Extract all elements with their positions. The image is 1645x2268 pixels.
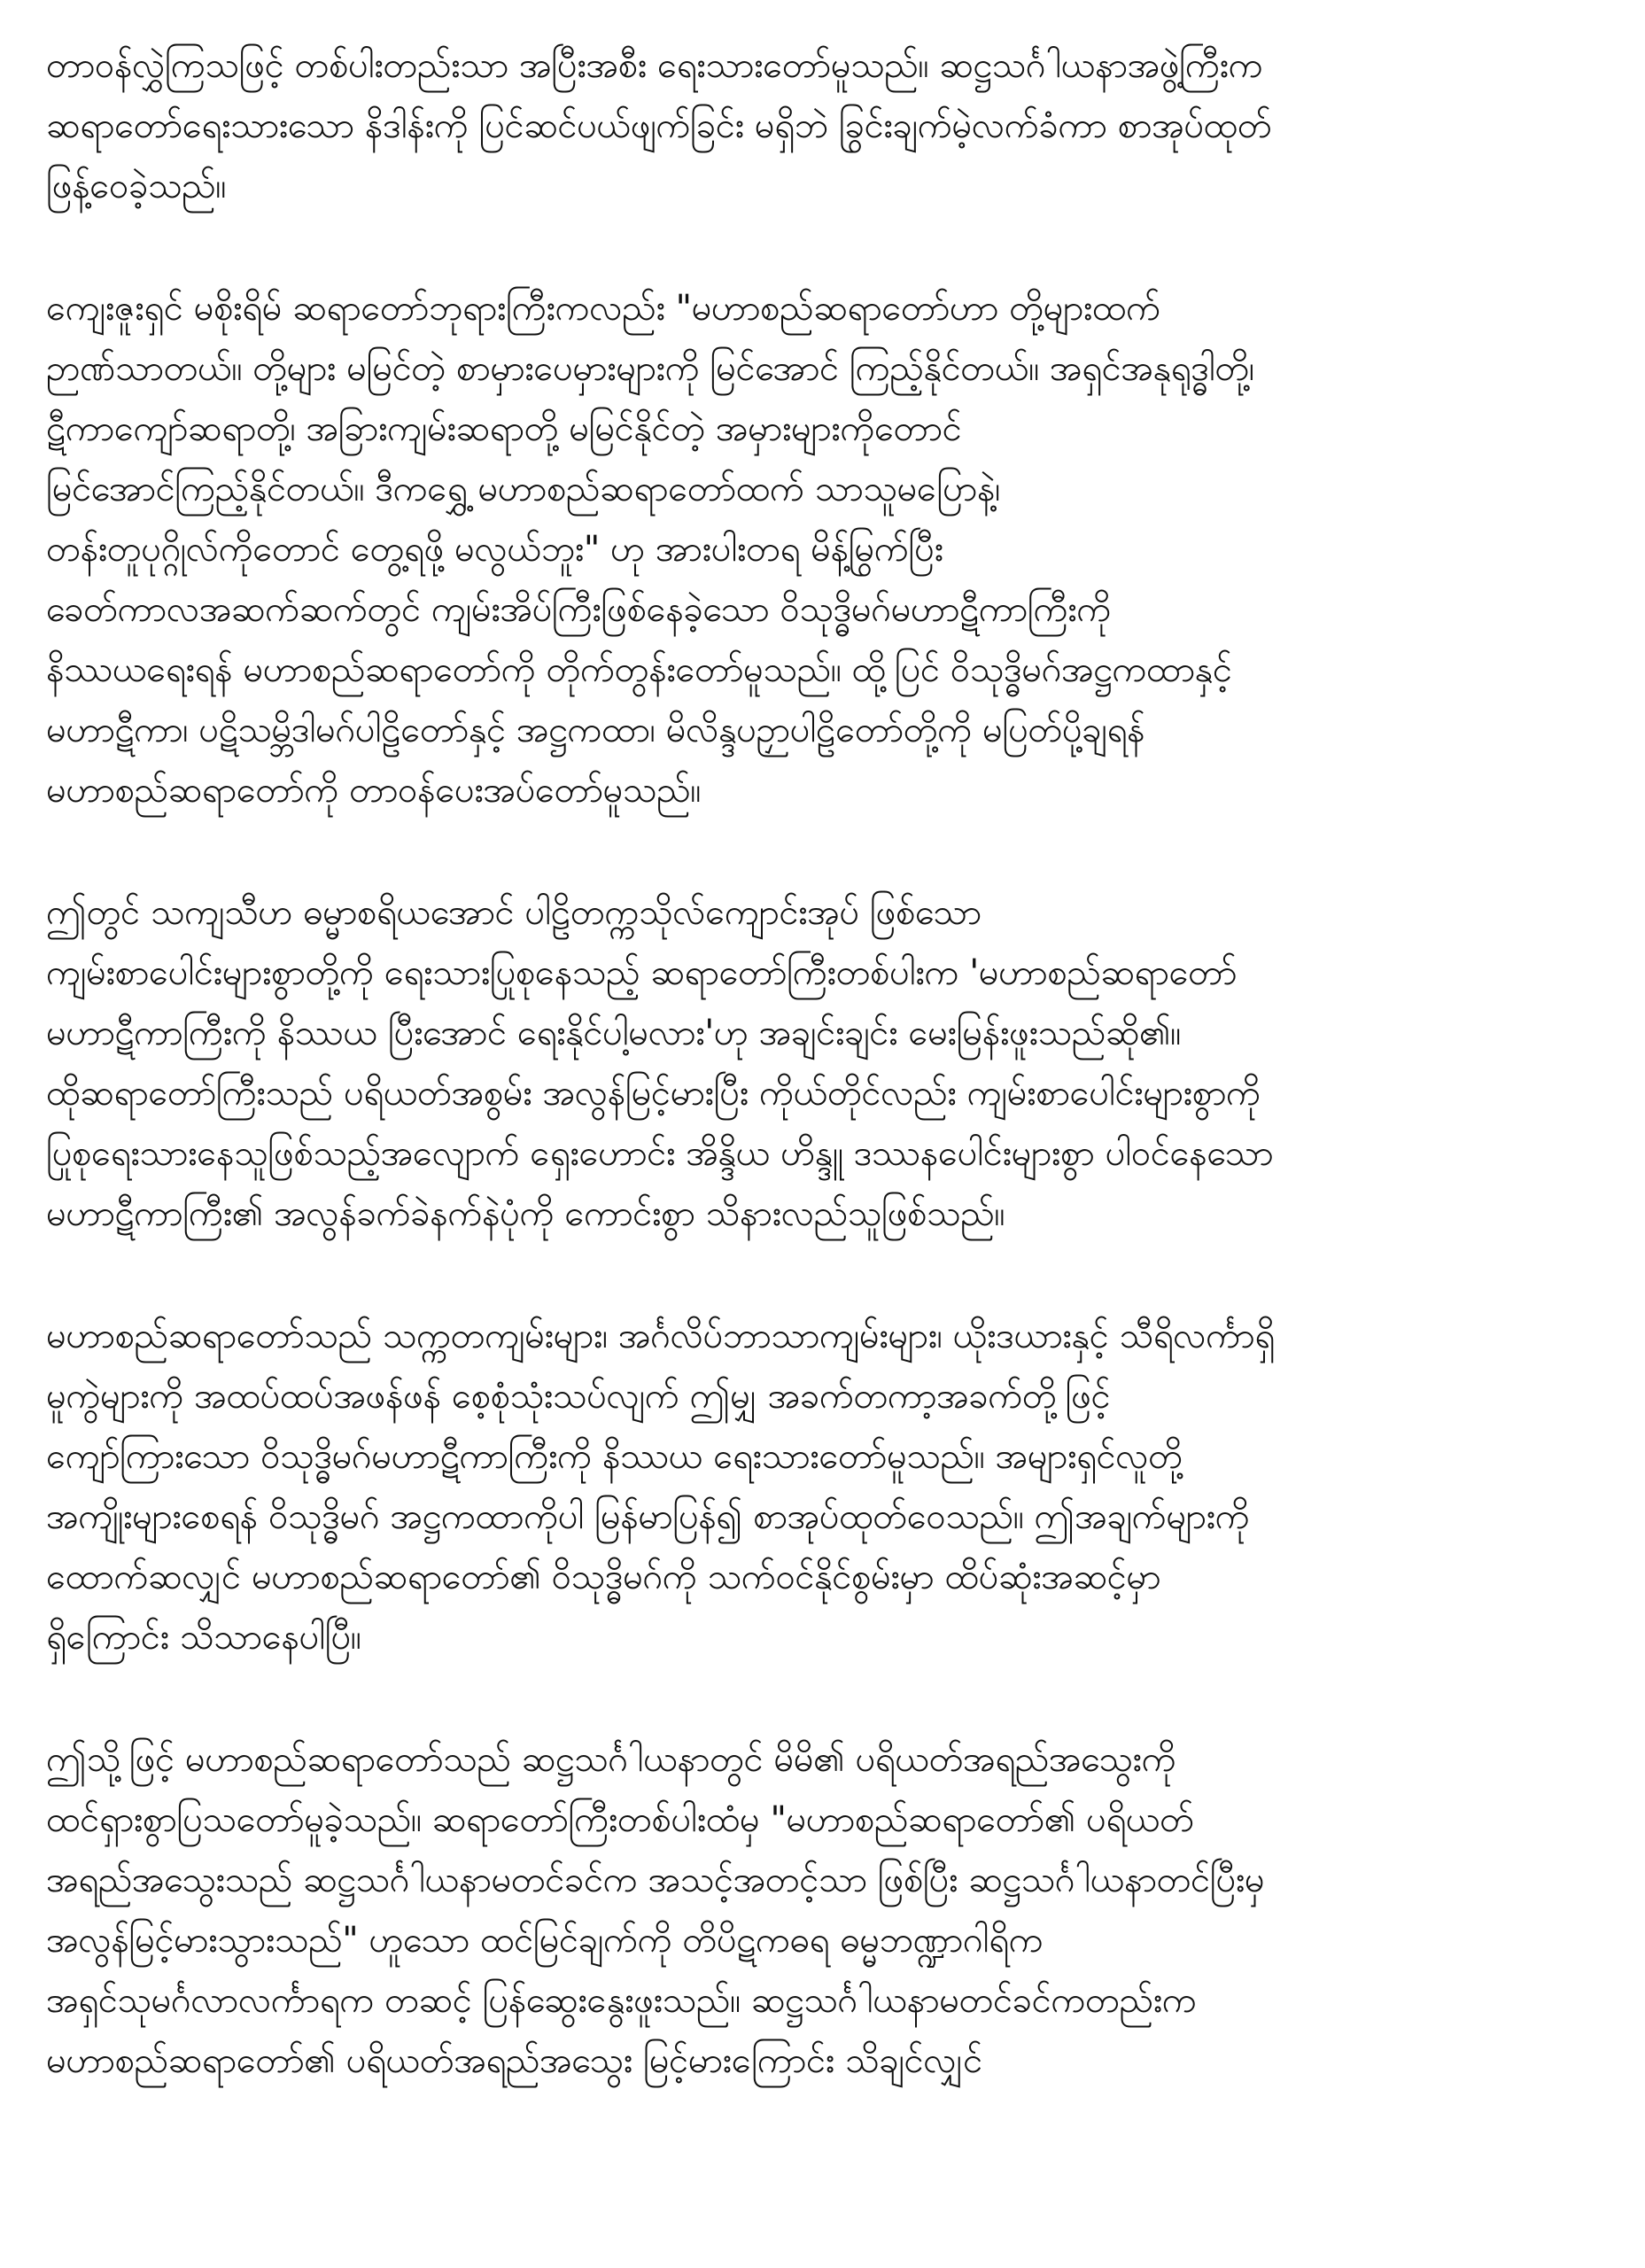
paragraph-4 <box>46 1306 1592 1667</box>
text-line: ပြုစုရေးသားနေသူဖြစ်သည့်အလျောက် ရှေးဟောင်း အိန္ဒိယ ဟိန္ဒူ ဒဿနပေါင်းများစွာ ပါဝင်နေသော <box>46 1133 1274 1174</box>
text-line: မြင်အောင်ကြည့်နိုင်တယ်။ ဒီကရွှေ့ မဟာစည်ဆရာတော်ထက် သာသူမပြောနဲ့၊ <box>46 469 1000 509</box>
paragraph-1 <box>46 35 1592 216</box>
text-line: ဆရာတော်ရေးသားသော နိဒါန်းကို ပြင်ဆင်ပယ်ဖျက်ခြင်း မရှိဘဲ ခြွင်းချက်မဲ့လက်ခံကာ စာအုပ်ထုတ် <box>46 105 1272 146</box>
text-line: ကျမ်းစာပေါင်းများစွာတို့ကို ရေးသားပြုစုနေသည့် ဆရာတော်ကြီးတစ်ပါးက 'မဟာစည်ဆရာတော် <box>46 952 1238 993</box>
text-line: ဋီကာကျော်ဆရာတို့၊ အခြားကျမ်းဆရာတို့ မမြင်နိုင်တဲ့ အမှားများကိုတောင် <box>46 408 962 449</box>
text-line: အလွန်မြင့်မားသွားသည်" ဟူသော ထင်မြင်ချက်ကို တိပိဋကဓရ ဓမ္မဘဏ္ဍာဂါရိက <box>46 1920 1044 1961</box>
paragraph-5 <box>46 1729 1592 2091</box>
text-line: ရှိကြောင်း သိသာနေပါပြီ။ <box>46 1617 361 1658</box>
text-line: ထောက်ဆလျှင် မဟာစည်ဆရာတော်၏ ဝိသုဒ္ဓိမဂ်ကို သက်ဝင်နိုင်စွမ်းမှာ ထိပ်ဆုံးအဆင့်မှာ <box>46 1557 1161 1597</box>
text-line: မဟာစည်ဆရာတော်ကို တာဝန်ပေးအပ်တော်မူသည်။ <box>46 770 701 811</box>
text-line: မဟာစည်ဆရာတော်သည် သက္ကတကျမ်းများ၊ အင်္ဂလိပ်ဘာသာကျမ်းများ၊ ယိုးဒယားနှင့် သီရိလင်္ကာရှိ <box>46 1316 1275 1356</box>
paragraph-2 <box>46 278 1592 820</box>
text-line: ထိုဆရာတော်ကြီးသည် ပရိယတ်အစွမ်း အလွန်မြင့်မားပြီး ကိုယ်တိုင်လည်း ကျမ်းစာပေါင်းများစွာကို <box>46 1073 1261 1114</box>
text-line: ကျော်ကြားသော ဝိသုဒ္ဓိမဂ်မဟာဋီကာကြီးကို နိဿယ ရေးသားတော်မူသည်။ အများရှင်လူတို့ <box>46 1436 1183 1477</box>
text-line: ဤသို့ဖြင့် မဟာစည်ဆရာတော်သည် ဆဋ္ဌသင်္ဂါယနာတွင် မိမိ၏ ပရိယတ်အရည်အသွေးကို <box>46 1739 1176 1780</box>
text-line: အကျိုးများစေရန် ဝိသုဒ္ဓိမဂ် အဋ္ဌကထာကိုပါ မြန်မာပြန်၍ စာအုပ်ထုတ်ဝေသည်။ ဤအချက်များကို <box>46 1496 1250 1537</box>
text-line: ထင်ရှားစွာပြသတော်မူခဲ့သည်။ ဆရာတော်ကြီးတစ်ပါးထံမှ "မဟာစည်ဆရာတော်၏ ပရိယတ် <box>46 1799 1194 1840</box>
text-line: တာဝန်လွှဲကြသဖြင့် တစ်ပါးတည်းသာ အပြီးအစီး ရေးသားတော်မူသည်။ ဆဋ္ဌသင်္ဂါယနာအဖွဲ့ကြီးက <box>46 45 1263 86</box>
text-line: ခေတ်ကာလအဆက်ဆက်တွင် ကျမ်းအိပ်ကြီးဖြစ်နေခဲ့သော ဝိသုဒ္ဓိမဂ်မဟာဋီကာကြီးကို <box>46 589 1111 630</box>
text-line: မူကွဲများကို အထပ်ထပ်အဖန်ဖန် စေ့စုံသုံးသပ်လျက် ဤမျှ အခက်တကာ့အခက်တို့ဖြင့် <box>46 1376 1111 1417</box>
paragraph-3 <box>46 882 1592 1244</box>
text-line: ဉာဏ်သာတယ်။ တို့များ မမြင်တဲ့ စာမှားပေမှားများကို မြင်အောင် ကြည့်နိုင်တယ်။ အရှင်အနုရုဒ္ဓါတို့၊ <box>46 348 1254 389</box>
text-line: နိဿယရေးရန် မဟာစည်ဆရာတော်ကို တိုက်တွန်းတော်မူသည်။ ထို့ပြင် ဝိသုဒ္ဓိမဂ်အဋ္ဌကထာနှင့် <box>46 649 1232 690</box>
text-line: မဟာဋီကာကြီးကို နိဿယ ပြီးအောင် ရေးနိုင်ပါ့မလား'ဟု အချင်းချင်း မေးမြန်းဖူးသည်ဆို၏။ <box>46 1013 1181 1053</box>
text-line: အရှင်သုမင်္ဂလာလင်္ကာရက တဆင့် ပြန်ဆွေးနွေးဖူးသည်။ ဆဋ္ဌသင်္ဂါယနာမတင်ခင်ကတည်းက <box>46 1980 1197 2021</box>
text-line: ဖြန့်ဝေခဲ့သည်။ <box>46 166 226 206</box>
text-line: ဤတွင် သကျသီဟ ဓမ္မာစရိယအောင် ပါဠိတက္ကသိုလ်ကျောင်းအုပ် ဖြစ်သော <box>46 892 982 933</box>
text-line: ကျေးဇူးရှင် မစိုးရိမ် ဆရာတော်ဘုရားကြီးကလည်း "မဟာစည်ဆရာတော်ဟာ တို့များထက် <box>46 288 1160 329</box>
text-line: မဟာဋီကာ၊ ပဋိသမ္ဘိဒါမဂ်ပါဠိတော်နှင့် အဋ္ဌကထာ၊ မိလိန္ဒပဉှာပါဠိတော်တို့ကို မပြတ်ပို့ချရန် <box>46 710 1145 750</box>
text-line: မဟာစည်ဆရာတော်၏ ပရိယတ်အရည်အသွေး မြင့်မားကြောင်း သိချင်လျှင် <box>46 2040 982 2081</box>
text-line: အရည်အသွေးသည် ဆဋ္ဌသင်္ဂါယနာမတင်ခင်က အသင့်အတင့်သာ ဖြစ်ပြီး ဆဋ္ဌသင်္ဂါယနာတင်ပြီးမှ <box>46 1860 1265 1900</box>
text-line: တန်းတူပုဂ္ဂိုလ်ကိုတောင် တွေ့ရဖို့ မလွယ်ဘူး" ဟု အားပါးတရ မိန့်မြွက်ပြီး <box>46 529 943 570</box>
text-line: မဟာဋီကာကြီး၏ အလွန်ခက်ခဲနက်နဲပုံကို ကောင်းစွာ သိနားလည်သူဖြစ်သည်။ <box>46 1193 1005 1234</box>
